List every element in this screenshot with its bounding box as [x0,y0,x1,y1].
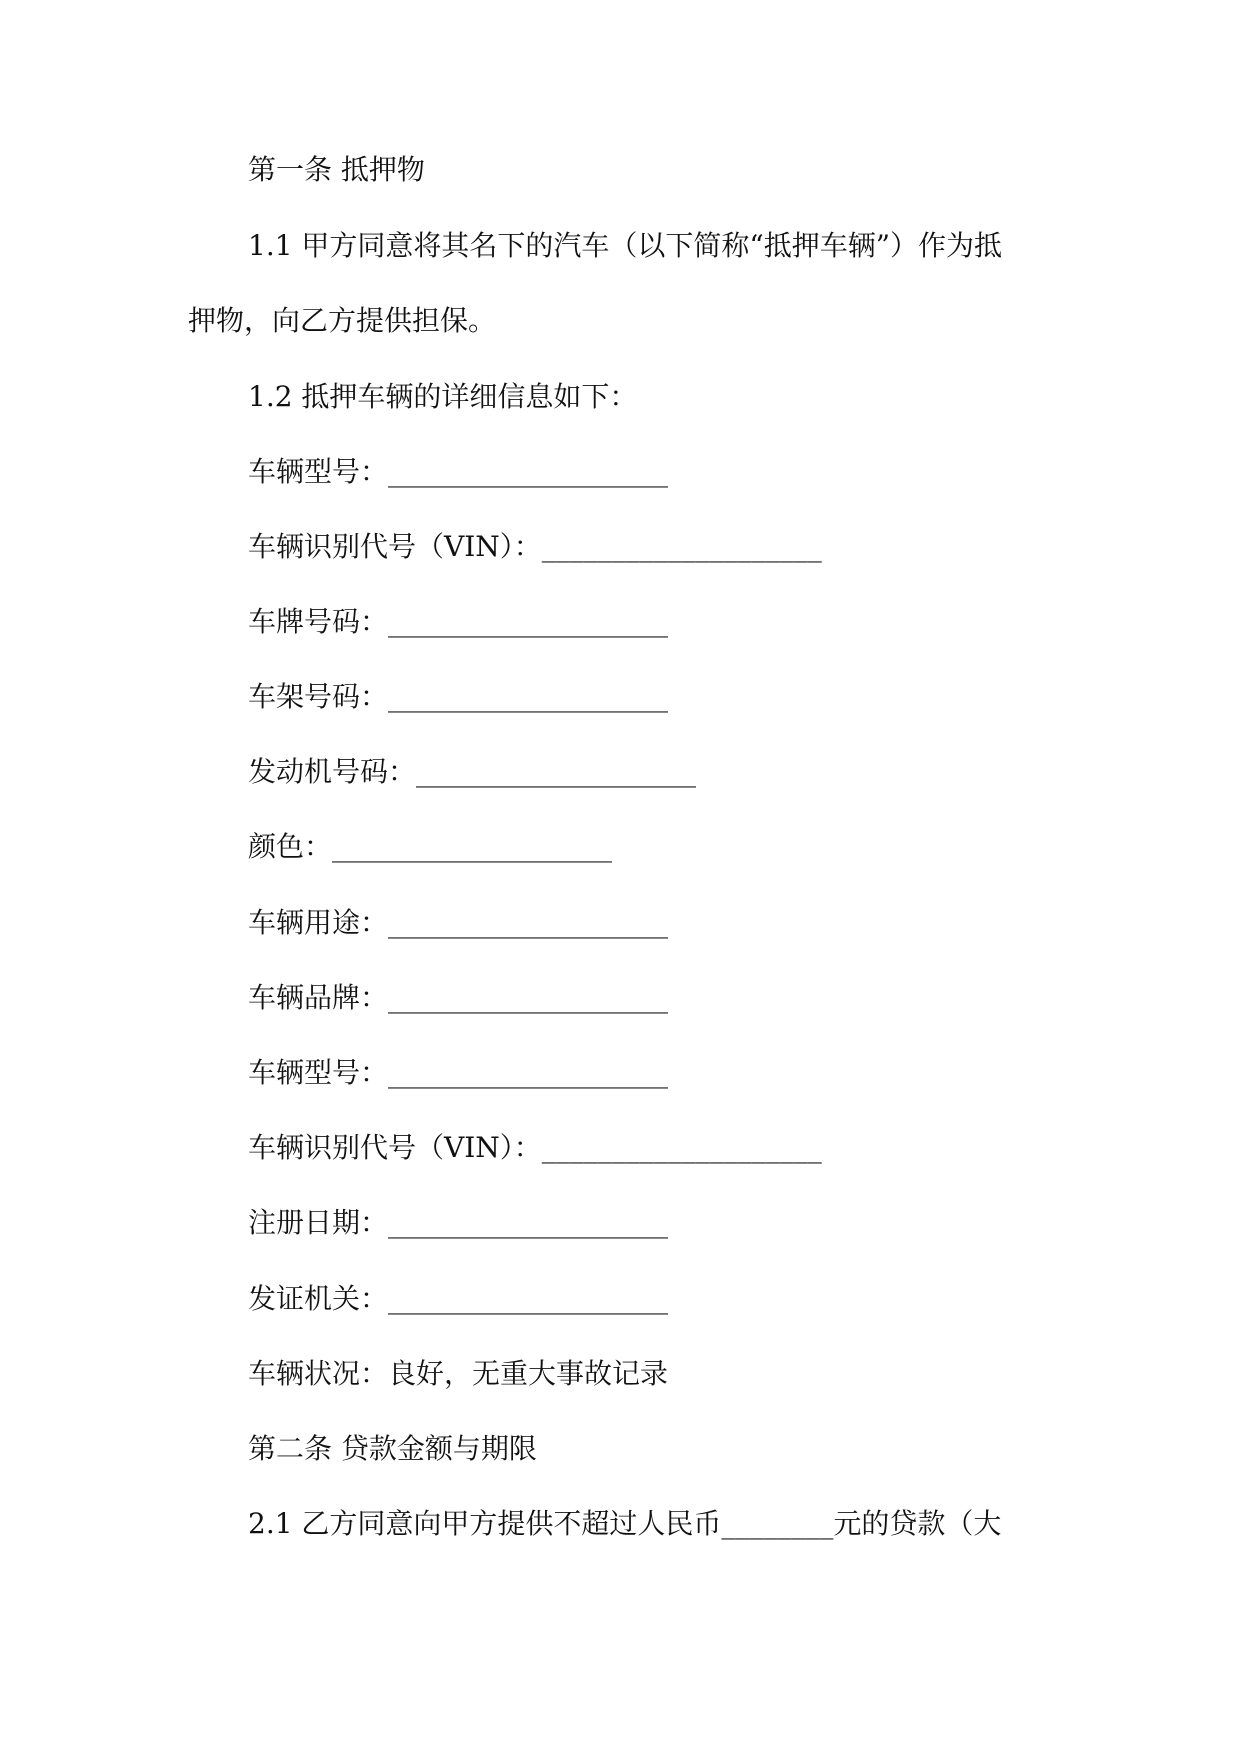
clause-2-1: 2.1 乙方同意向甲方提供不超过人民币________元的贷款（大 [248,1507,1002,1540]
article-2-heading: 第二条 贷款金额与期限 [248,1432,537,1465]
field-vin: 车辆识别代号（VIN）：____________________ [248,530,822,563]
clause-1-2: 1.2 抵押车辆的详细信息如下： [248,380,638,413]
field-engine-number: 发动机号码：____________________ [248,755,697,788]
field-vin-2: 车辆识别代号（VIN）：____________________ [248,1131,822,1164]
field-vehicle-brand: 车辆品牌：____________________ [248,981,669,1014]
field-vehicle-model: 车辆型号：____________________ [248,455,669,488]
field-vehicle-condition: 车辆状况：良好，无重大事故记录 [248,1357,669,1390]
field-color: 颜色：____________________ [248,830,613,863]
field-vehicle-model-2: 车辆型号：____________________ [248,1056,669,1089]
field-issuing-authority: 发证机关：____________________ [248,1282,669,1315]
field-frame-number: 车架号码：____________________ [248,680,669,713]
field-registration-date: 注册日期：____________________ [248,1206,669,1239]
field-vehicle-use: 车辆用途：____________________ [248,906,669,939]
clause-1-1: 1.1 甲方同意将其名下的汽车（以下简称“抵押车辆”）作为抵 [248,229,1003,262]
clause-1-1-continued: 押物，向乙方提供担保。 [188,304,497,337]
field-plate-number: 车牌号码：____________________ [248,605,669,638]
article-1-heading: 第一条 抵押物 [248,153,425,186]
